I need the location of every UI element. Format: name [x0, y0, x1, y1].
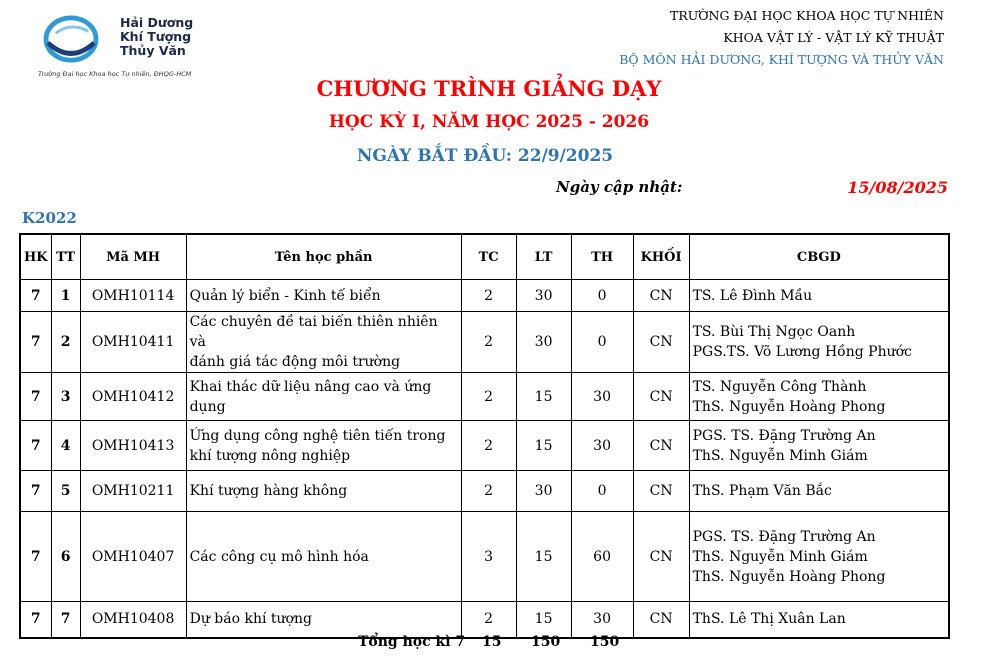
schedule-table	[19, 233, 950, 639]
col-header-cbgd: CBGD	[689, 234, 949, 280]
course-name-line: khí tượng nông nghiệp	[189, 447, 351, 464]
cell-khoi: CN	[633, 471, 689, 512]
page-title: CHƯƠNG TRÌNH GIẢNG DẠY	[316, 76, 662, 101]
cell-course-name	[186, 421, 461, 471]
cell-lt: 15	[516, 421, 571, 471]
cell-tc: 3	[461, 512, 516, 602]
cell-course-name	[186, 602, 461, 638]
update-label: Ngày cập nhật:	[556, 178, 683, 196]
cell-tc: 2	[461, 471, 516, 512]
cell-hk: 7	[20, 512, 51, 602]
cell-tc: 2	[461, 312, 516, 373]
cell-th: 30	[571, 373, 633, 421]
cell-lt: 30	[516, 280, 571, 312]
cell-tc: 2	[461, 421, 516, 471]
col-header-hk: HK	[20, 234, 51, 280]
cell-code: OMH10407	[80, 512, 186, 602]
cell-tt: 1	[51, 280, 80, 312]
lecturer-name: ThS. Lê Thị Xuân Lan	[692, 611, 846, 628]
cell-lecturers	[689, 312, 949, 373]
lecturer-name: PGS.TS. Võ Lương Hồng Phước	[692, 344, 912, 360]
lecturer-name: ThS. Nguyễn Minh Giám	[692, 548, 868, 565]
cell-lt: 15	[516, 602, 571, 638]
col-header-lt: LT	[516, 234, 571, 280]
course-name-line: Khí tượng hàng không	[189, 483, 348, 499]
col-header-khoi: KHỐI	[633, 234, 689, 280]
cell-code: OMH10412	[80, 373, 186, 421]
logo-line-2: Khí Tượng	[120, 29, 192, 44]
cell-lt: 15	[516, 373, 571, 421]
lecturer-name: ThS. Phạm Văn Bắc	[692, 483, 832, 499]
total-tc: 15	[482, 634, 502, 650]
lecturer-name: PGS. TS. Đặng Trường An	[692, 427, 876, 444]
semester-title: HỌC KỲ I, NĂM HỌC 2025 - 2026	[328, 112, 650, 132]
cell-code: OMH10413	[80, 421, 186, 471]
cell-tc: 2	[461, 280, 516, 312]
cell-hk: 7	[20, 373, 51, 421]
cell-lt: 30	[516, 312, 571, 373]
lecturer-name: ThS. Nguyễn Hoàng Phong	[692, 398, 886, 415]
cell-th: 0	[571, 280, 633, 312]
cell-khoi: CN	[633, 421, 689, 471]
cell-lecturers	[689, 602, 949, 638]
table-row	[20, 602, 949, 638]
start-date-line	[0, 146, 982, 166]
cell-hk: 7	[20, 421, 51, 471]
course-name-line: Khai thác dữ liệu nâng cao và ứng	[189, 378, 432, 395]
cell-lt: 15	[516, 512, 571, 602]
table-header-row	[20, 234, 949, 280]
course-name-line: Ứng dụng công nghệ tiên tiến trong	[189, 427, 446, 444]
lecturer-name: ThS. Nguyễn Hoàng Phong	[692, 568, 886, 585]
logo-line-1: Hải Dương	[120, 15, 194, 30]
department-name: BỘ MÔN HẢI DƯƠNG, KHÍ TƯỢNG VÀ THỦY VĂN	[619, 52, 944, 67]
department-logo	[30, 10, 240, 82]
cell-hk: 7	[20, 280, 51, 312]
university-name: TRƯỜNG ĐẠI HỌC KHOA HỌC TỰ NHIÊN	[670, 8, 944, 23]
col-header-tt: TT	[51, 234, 80, 280]
course-name-line: Các công cụ mô hình hóa	[189, 548, 369, 565]
cell-tt: 4	[51, 421, 80, 471]
cell-th: 30	[571, 602, 633, 638]
cell-hk: 7	[20, 602, 51, 638]
cell-th: 0	[571, 471, 633, 512]
cell-khoi: CN	[633, 602, 689, 638]
faculty-name: KHOA VẬT LÝ - VẬT LÝ KỸ THUẬT	[723, 30, 944, 45]
table-row	[20, 373, 949, 421]
table-row	[20, 512, 949, 602]
cell-code: OMH10114	[80, 280, 186, 312]
cell-course-name	[186, 512, 461, 602]
logo-ring-icon	[42, 14, 100, 64]
col-header-course-name: Tên học phần	[186, 234, 461, 280]
cell-khoi: CN	[633, 512, 689, 602]
cell-lt: 30	[516, 471, 571, 512]
lecturer-name: PGS. TS. Đặng Trường An	[692, 528, 876, 545]
col-header-th: TH	[571, 234, 633, 280]
total-label: Tổng học kì 7	[358, 634, 466, 650]
cell-th: 0	[571, 312, 633, 373]
start-date-label: NGÀY BẮT ĐẦU:	[356, 146, 512, 166]
update-date: 15/08/2025	[847, 178, 948, 197]
cell-tt: 5	[51, 471, 80, 512]
lecturer-name: TS. Lê Đình Mầu	[692, 287, 813, 304]
lecturer-name: ThS. Nguyễn Minh Giám	[692, 447, 868, 464]
cell-course-name	[186, 471, 461, 512]
table-row	[20, 471, 949, 512]
table-row	[20, 312, 949, 373]
cell-lecturers	[689, 421, 949, 471]
cell-khoi: CN	[633, 280, 689, 312]
cell-th: 60	[571, 512, 633, 602]
cell-tt: 6	[51, 512, 80, 602]
cell-lecturers	[689, 512, 949, 602]
col-header-tc: TC	[461, 234, 516, 280]
cell-course-name	[186, 312, 461, 373]
table-row	[20, 280, 949, 312]
cell-hk: 7	[20, 471, 51, 512]
cell-course-name	[186, 280, 461, 312]
cell-code: OMH10411	[80, 312, 186, 373]
cell-tc: 2	[461, 602, 516, 638]
cell-code: OMH10408	[80, 602, 186, 638]
course-name-line: đánh giá tác động môi trường	[189, 354, 401, 370]
cell-tc: 2	[461, 373, 516, 421]
total-th: 150	[590, 634, 620, 650]
cell-tt: 7	[51, 602, 80, 638]
lecturer-name: TS. Nguyễn Công Thành	[692, 378, 867, 395]
col-header-code: Mã MH	[80, 234, 186, 280]
course-name-line: Quản lý biển - Kinh tế biển	[189, 287, 381, 304]
cell-tt: 2	[51, 312, 80, 373]
cell-code: OMH10211	[80, 471, 186, 512]
cell-khoi: CN	[633, 312, 689, 373]
lecturer-name: TS. Bùi Thị Ngọc Oanh	[692, 324, 856, 340]
cell-course-name	[186, 373, 461, 421]
cell-tt: 3	[51, 373, 80, 421]
cohort-label: K2022	[22, 209, 77, 227]
logo-line-3: Thủy Văn	[120, 43, 186, 58]
cell-khoi: CN	[633, 373, 689, 421]
cell-hk: 7	[20, 312, 51, 373]
start-date-value: 22/9/2025	[517, 146, 614, 166]
cell-lecturers	[689, 471, 949, 512]
total-lt: 150	[531, 634, 561, 650]
cell-lecturers	[689, 373, 949, 421]
course-name-line: Các chuyên đề tai biến thiên nhiên và	[189, 314, 438, 350]
cell-th: 30	[571, 421, 633, 471]
logo-subtitle: Trường Đại học Khoa học Tự nhiên, ĐHQG-HCM	[38, 70, 192, 78]
table-row	[20, 421, 949, 471]
cell-lecturers	[689, 280, 949, 312]
course-name-line: Dự báo khí tượng	[189, 611, 312, 628]
course-name-line: dụng	[189, 398, 226, 415]
